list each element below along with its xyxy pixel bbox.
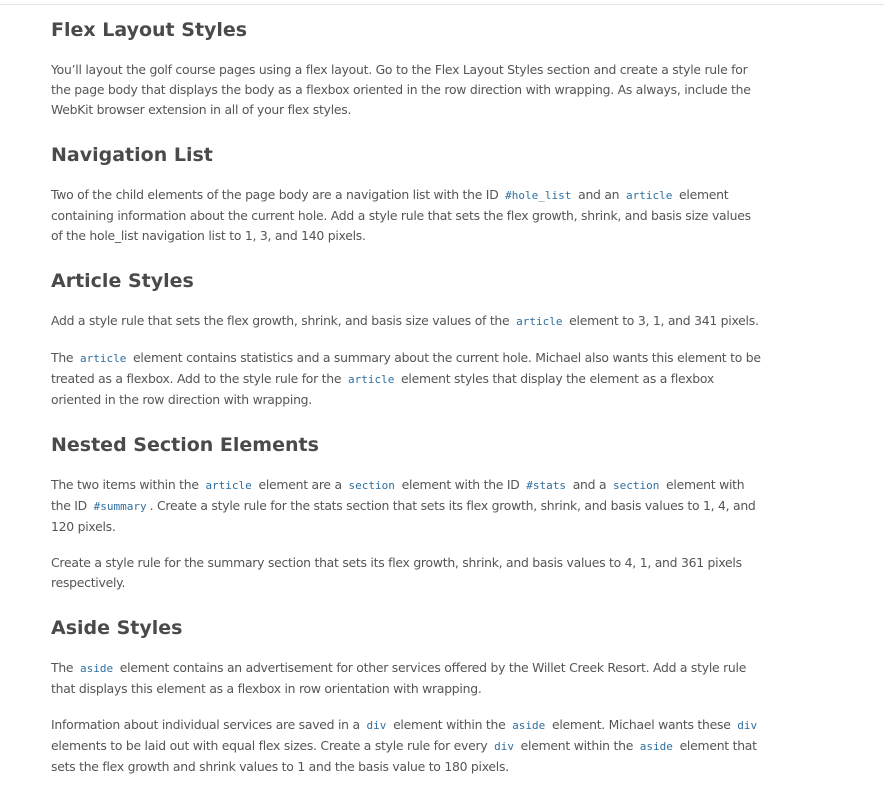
- paragraph-text: Create a style rule for the summary section that sets its flex growth, shrink, and basis values to 4, 1, and 361 pixels respectively.: [51, 555, 742, 590]
- paragraph: [51, 658, 761, 699]
- paragraph: [51, 311, 761, 332]
- inline-code: div: [737, 719, 758, 732]
- section-heading: Nested Section Elements: [51, 434, 319, 456]
- paragraph-text: elements to be laid out with equal flex sizes. Create a style rule for every: [51, 738, 492, 753]
- paragraph: [51, 553, 761, 593]
- inline-code: article: [79, 352, 127, 365]
- paragraph-text: and a: [569, 477, 610, 492]
- inline-code: aside: [639, 740, 673, 753]
- inline-code: article: [625, 189, 673, 202]
- paragraph-text: Add a style rule that sets the flex growth, shrink, and basis size values of the: [51, 313, 514, 328]
- paragraph-text: element contains statistics and a summary about the current hole. Michael also wants this element to be treated as a flexbox. Add to the style rule for the: [51, 350, 761, 386]
- inline-code: #hole_list: [505, 189, 572, 202]
- paragraph-text: element are a: [254, 477, 346, 492]
- paragraph-text: element styles that display the element as a flexbox oriented in the row direction with wrapping.: [51, 371, 714, 407]
- paragraph-text: Two of the child elements of the page body are a navigation list with the ID: [51, 187, 503, 202]
- inline-code: article: [205, 479, 252, 492]
- section-heading: Flex Layout Styles: [51, 19, 248, 41]
- inline-code: div: [494, 740, 514, 753]
- paragraph-text: Information about individual services are saved in a: [51, 717, 364, 732]
- inline-code: aside: [512, 719, 546, 732]
- paragraph-text: element with the ID: [397, 477, 524, 492]
- paragraph: [51, 715, 761, 777]
- paragraph-text: element containing information about the current hole. Add a style rule that sets the flex growth, shrink, and basis size values of the hole_list navigation list to 1, 3, and 140 pixels.: [51, 187, 751, 243]
- paragraph-text: The two items within the: [51, 477, 203, 492]
- top-divider: [0, 4, 884, 5]
- section-article-styles: [51, 267, 761, 410]
- section-heading: Article Styles: [51, 270, 194, 292]
- section-navigation-list: [51, 141, 761, 246]
- paragraph-text: and an: [574, 187, 623, 202]
- paragraph-text: element that sets the flex growth and shrink values to 1 and the basis value to 180 pixels.: [51, 738, 757, 774]
- inline-code: article: [516, 315, 563, 328]
- paragraph: [51, 185, 761, 246]
- inline-code: #summary: [93, 500, 147, 513]
- paragraph-text: The: [51, 660, 77, 675]
- paragraph-text: element within the: [516, 738, 637, 753]
- paragraph: [51, 475, 761, 537]
- section-flex-layout-styles: [51, 16, 761, 120]
- inline-code: aside: [79, 662, 114, 675]
- instructions-content: [51, 16, 761, 777]
- inline-code: section: [612, 479, 660, 492]
- paragraph-text: . Create a style rule for the stats section that sets its flex growth, shrink, and basis values to 1, 4, and 120 pixels.: [51, 498, 756, 534]
- section-heading: Navigation List: [51, 144, 213, 166]
- inline-code: article: [347, 373, 395, 386]
- paragraph-text: The: [51, 350, 77, 365]
- inline-code: section: [348, 479, 395, 492]
- paragraph-text: element within the: [389, 717, 510, 732]
- paragraph-text: element to 3, 1, and 341 pixels.: [565, 313, 759, 328]
- paragraph-text: You’ll layout the golf course pages using a flex layout. Go to the Flex Layout Styles section and create a style rule for the page body that displays the body as a flexbox oriented in the row direction with wrapping. As always, include the WebKit browser extension in all of your flex styles.: [51, 62, 751, 117]
- section-heading: Aside Styles: [51, 617, 183, 639]
- paragraph-text: element with the ID: [51, 477, 745, 513]
- paragraph: [51, 60, 761, 120]
- paragraph-text: element. Michael wants these: [548, 717, 735, 732]
- inline-code: div: [366, 719, 387, 732]
- section-aside-styles: [51, 614, 761, 777]
- paragraph: [51, 348, 761, 410]
- section-nested-section-elements: [51, 431, 761, 593]
- inline-code: #stats: [526, 479, 566, 492]
- paragraph-text: element contains an advertisement for other services offered by the Willet Creek Resort. Add a style rule that displays this element as a flexbox in row orientation with wrapping.: [51, 660, 747, 696]
